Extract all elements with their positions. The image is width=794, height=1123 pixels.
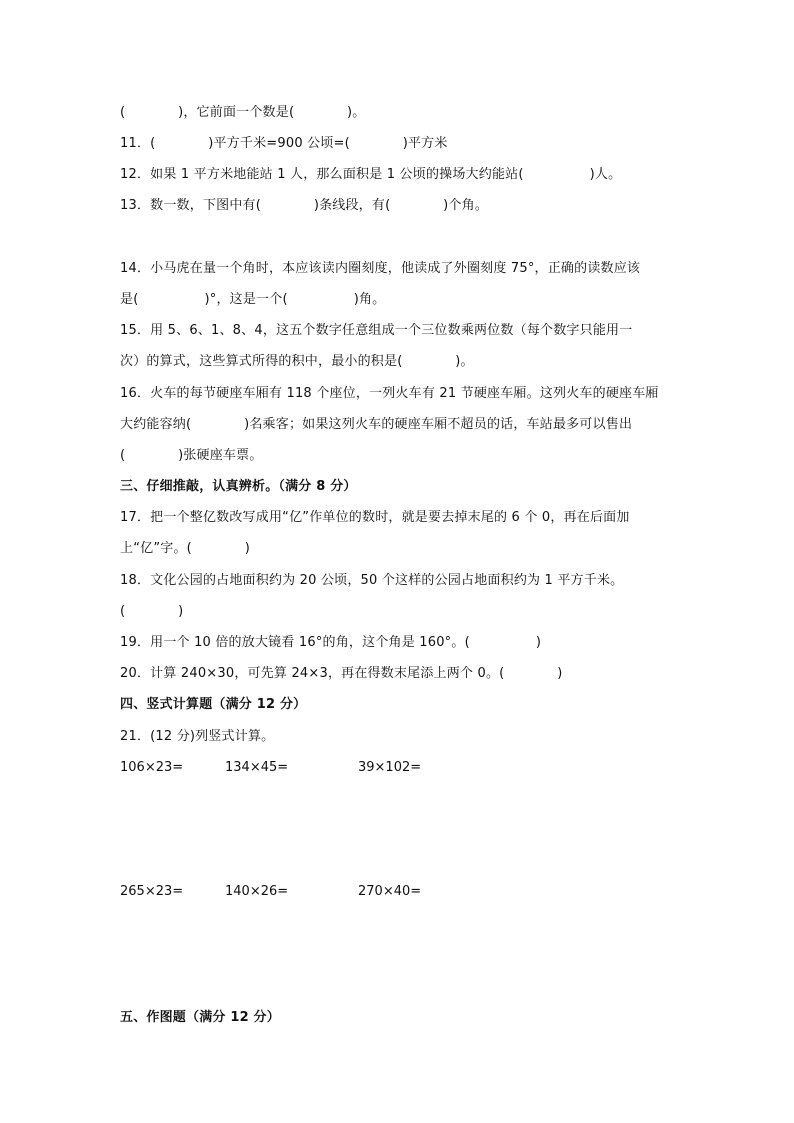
section-3-heading: 三、仔细推敲，认真辨析。（满分 8 分） (120, 479, 357, 494)
question-16-line-1: 16．火车的每节硬座车厢有 118 个座位，一列火车有 21 节硬座车厢。这列火车的硬座车厢 (120, 386, 659, 401)
question-14-line-1: 14．小马虎在量一个角时，本应该读内圈刻度，他读成了外圈刻度 75°，正确的读数应该 (120, 261, 641, 276)
calc-item: 265×23= (120, 884, 184, 899)
calc-item: 140×26= (225, 884, 289, 899)
question-20: 20．计算 240×30，可先算 24×3，再在得数末尾添上两个 0。( ) (120, 666, 563, 681)
question-17-line-1: 17．把一个整亿数改写成用“亿”作单位的数时，就是要去掉末尾的 6 个 0，再在后面加 (120, 510, 630, 525)
calc-item: 106×23= (120, 760, 184, 775)
question-12: 12．如果 1 平方米地能站 1 人，那么面积是 1 公顷的操场大约能站( )人。 (120, 167, 622, 182)
calc-item: 39×102= (358, 760, 422, 775)
calc-item: 134×45= (225, 760, 289, 775)
question-21: 21．(12 分)列竖式计算。 (120, 729, 275, 744)
question-18-line-2: ( ) (120, 604, 184, 619)
calc-item: 270×40= (358, 884, 422, 899)
question-16-line-2: 大约能容纳( )名乘客；如果这列火车的硬座车厢不超员的话，车站最多可以售出 (120, 417, 633, 432)
section-4-heading: 四、竖式计算题（满分 12 分） (120, 697, 307, 712)
section-5-heading: 五、作图题（满分 12 分） (120, 1010, 280, 1025)
question-15-line-2: 次）的算式，这些算式所得的积中，最小的积是( )。 (120, 354, 474, 369)
question-16-line-3: ( )张硬座车票。 (120, 448, 263, 463)
question-14-line-2: 是( )°，这是一个( )角。 (120, 292, 386, 307)
question-15-line-1: 15．用 5、6、1、8、4，这五个数字任意组成一个三位数乘两位数（每个数字只能用一 (120, 323, 633, 338)
question-13: 13．数一数，下图中有( )条线段，有( )个角。 (120, 198, 489, 213)
question-19: 19．用一个 10 倍的放大镜看 16°的角，这个角是 160°。( ) (120, 635, 542, 650)
question-11: 11．( )平方千米=900 公顷=( )平方米 (120, 136, 448, 151)
question-18-line-1: 18．文化公园的占地面积约为 20 公顷，50 个这样的公园占地面积约为 1 平方千米。 (120, 573, 624, 588)
question-17-line-2: 上“亿”字。( ) (120, 541, 251, 556)
question-10-continued: ( )，它前面一个数是( )。 (120, 105, 366, 120)
